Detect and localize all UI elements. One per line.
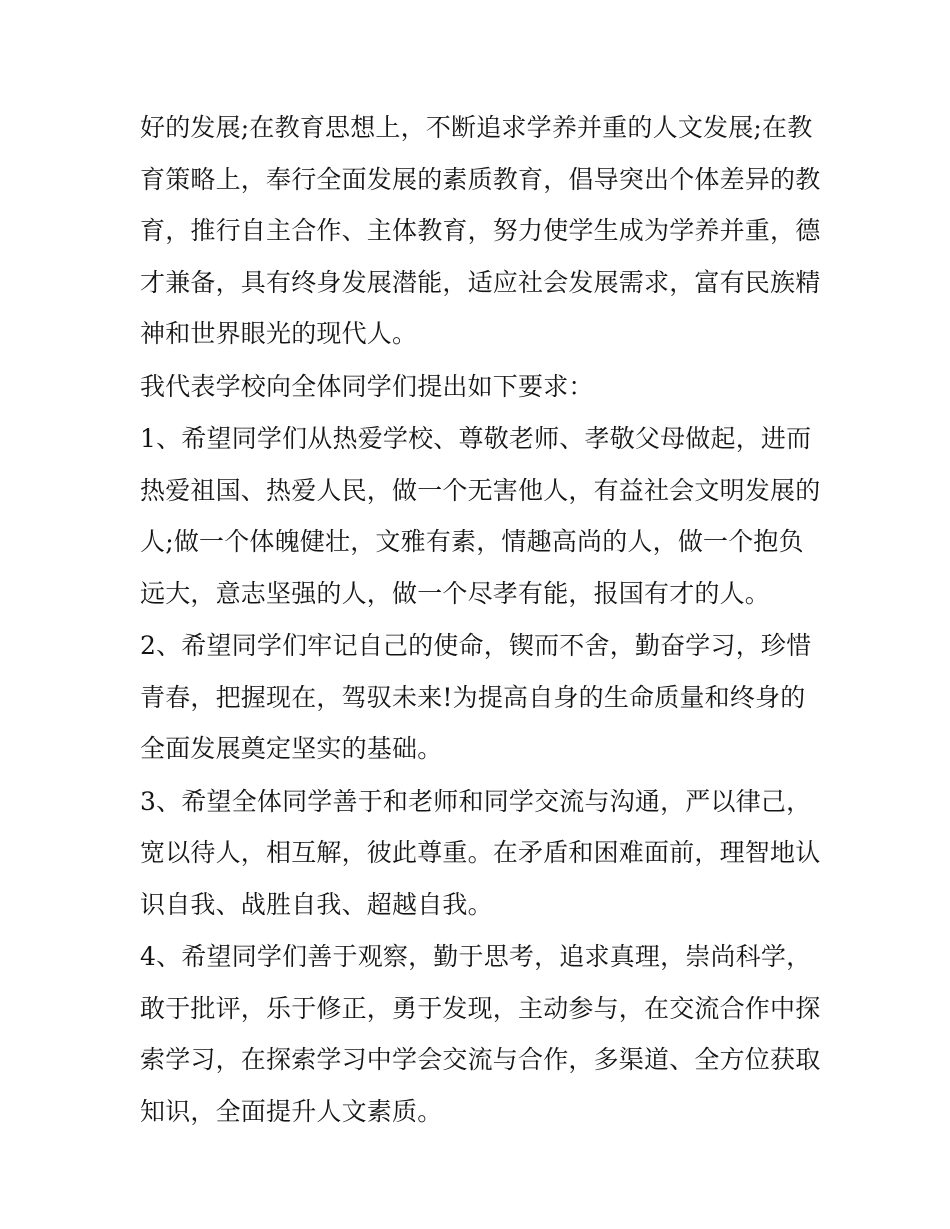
text-line: 4、希望同学们善于观察，勤于思考，追求真理，崇尚科学， <box>140 942 812 971</box>
paragraph-requirements-lead <box>140 361 820 413</box>
paragraph-requirement-3 <box>140 776 820 931</box>
paragraph-requirement-4 <box>140 931 820 1137</box>
text-line: 3、希望全体同学善于和老师和同学交流与沟通，严以律己， <box>140 786 812 816</box>
text-line: 宽以待人，相互解，彼此尊重。在矛盾和困难面前，理智地认 <box>140 838 821 867</box>
text-line: 青春，把握现在，驾驭未来!为提高自身的生命质量和终身的 <box>140 682 806 712</box>
text-line: 热爱祖国、热爱人民，做一个无害他人，有益社会文明发展的 <box>140 475 821 505</box>
text-line: 育策略上，奉行全面发展的素质教育，倡导突出个体差异的教 <box>140 164 821 194</box>
text-line: 敢于批评，乐于修正，勇于发现，主动参与，在交流合作中探 <box>140 993 821 1023</box>
text-line: 我代表学校向全体同学们提出如下要求： <box>140 371 594 401</box>
text-line: 好的发展;在教育思想上，不断追求学养并重的人文发展;在教 <box>140 113 813 142</box>
text-line: 索学习，在探索学习中学会交流与合作，多渠道、全方位获取 <box>140 1045 821 1074</box>
paragraph-intro-continuation <box>140 102 820 360</box>
paragraph-requirement-2 <box>140 620 820 775</box>
text-line: 知识，全面提升人文素质。 <box>140 1096 443 1126</box>
paragraph-requirement-1 <box>140 413 820 619</box>
text-line: 神和世界眼光的现代人。 <box>140 319 418 348</box>
text-line: 全面发展奠定坚实的基础。 <box>140 734 443 763</box>
text-line: 识自我、战胜自我、超越自我。 <box>140 889 493 919</box>
text-line: 远大，意志坚强的人，做一个尽孝有能，报国有才的人。 <box>140 578 771 608</box>
document-body <box>140 102 820 1138</box>
text-line: 才兼备，具有终身发展潜能，适应社会发展需求，富有民族精 <box>140 267 821 297</box>
text-line: 育，推行自主合作、主体教育，努力使学生成为学养并重，德 <box>140 216 821 245</box>
text-line: 1、希望同学们从热爱学校、尊敬老师、孝敬父母做起，进而 <box>140 424 812 453</box>
text-line: 2、希望同学们牢记自己的使命，锲而不舍，勤奋学习，珍惜 <box>140 631 812 660</box>
text-line: 人;做一个体魄健壮，文雅有素，情趣高尚的人，做一个抱负 <box>140 527 804 556</box>
